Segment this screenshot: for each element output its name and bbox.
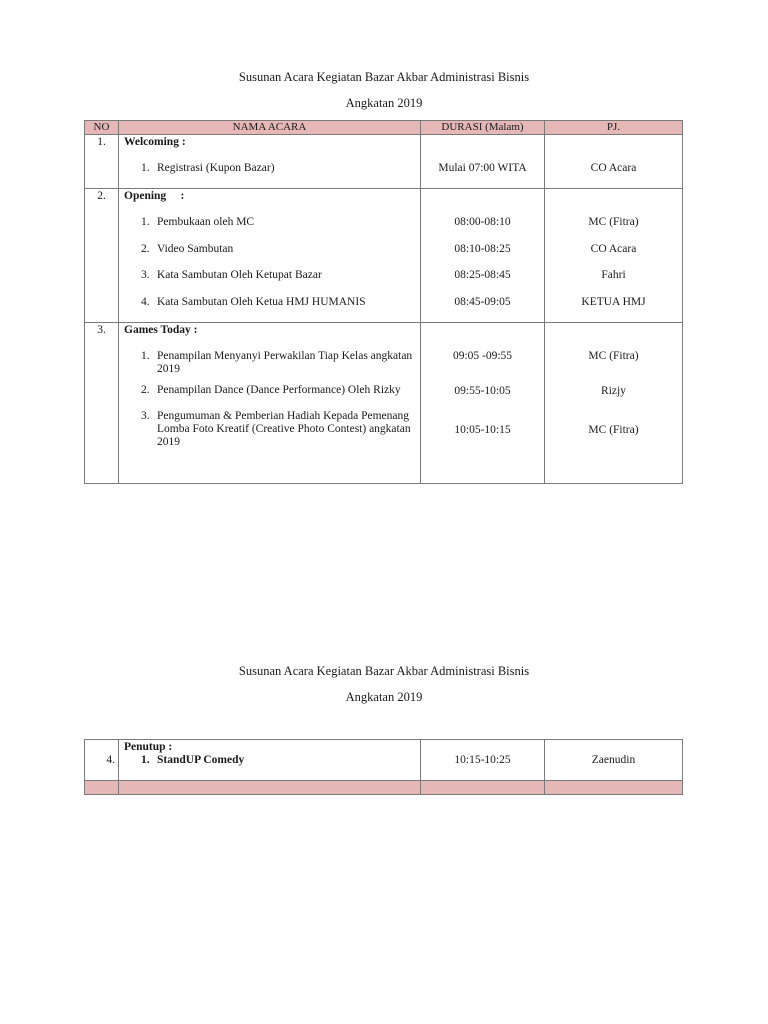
time-slot: 08:10-08:25: [454, 243, 511, 255]
header-no: NO: [85, 121, 119, 135]
list-item: 1. StandUP Comedy: [141, 754, 245, 766]
pic-name: CO Acara: [590, 243, 637, 255]
document-title-2: Susunan Acara Kegiatan Bazar Akbar Administrasi Bisnis: [238, 664, 530, 678]
table-row: [85, 189, 683, 323]
time-slot: Mulai 07:00 WITA: [438, 162, 527, 174]
document-subtitle-2: Angkatan 2019: [345, 690, 423, 704]
header-pj: PJ.: [545, 121, 683, 135]
pic-name: KETUA HMJ: [581, 296, 646, 308]
pic-name: Rizjy: [601, 385, 626, 397]
schedule-table-2: [84, 739, 683, 795]
row-number: 2.: [97, 190, 106, 202]
table-row: [85, 135, 683, 189]
list-item: 4. Kata Sambutan Oleh Ketua HMJ HUMANIS: [141, 296, 366, 308]
table-header-row: [85, 121, 683, 135]
table-row: [85, 740, 683, 781]
item-name: Registrasi (Kupon Bazar): [157, 162, 275, 174]
time-slot: 10:15-10:25: [421, 740, 545, 781]
section-title: Penutup :: [124, 741, 173, 753]
list-item: 2. Penampilan Dance (Dance Performance) Oleh Rizky: [141, 384, 401, 396]
section-title: Games Today :: [124, 324, 198, 336]
list-item: 1. Pembukaan oleh MC: [141, 216, 255, 228]
schedule-table: [84, 120, 683, 484]
list-item: 3. Kata Sambutan Oleh Ketupat Bazar: [141, 269, 322, 281]
item-number: 1.: [141, 162, 150, 174]
header-acara: NAMA ACARA: [119, 121, 421, 135]
time-slot: 09:05 -09:55: [452, 350, 513, 362]
pic-name: Fahri: [601, 269, 626, 281]
header-durasi: DURASI (Malam): [421, 121, 545, 135]
section-title: Opening :: [124, 190, 185, 202]
time-slot: 10:05-10:15: [454, 424, 511, 436]
document-title: Susunan Acara Kegiatan Bazar Akbar Administrasi Bisnis: [238, 70, 530, 84]
list-item: 1. Penampilan Menyanyi Perwakilan Tiap Kelas angkatan 2019: [141, 350, 413, 375]
list-item: 3. Pengumuman & Pemberian Hadiah Kepada Pemenang Lomba Foto Kreatif (Creative Photo Contest) angkatan 2019: [141, 410, 411, 448]
time-slot: 09:55-10:05: [454, 385, 511, 397]
time-slot: 08:00-08:10: [454, 216, 511, 228]
pic-name: MC (Fitra): [588, 216, 639, 228]
document-subtitle: Angkatan 2019: [345, 96, 423, 110]
row-number: 1.: [97, 136, 106, 148]
pic-name: CO Acara: [590, 162, 637, 174]
row-number: 3.: [97, 324, 106, 336]
time-slot: 08:25-08:45: [454, 269, 511, 281]
time-slot: 08:45-09:05: [454, 296, 511, 308]
pic-name: MC (Fitra): [588, 424, 639, 436]
table-row: [85, 323, 683, 484]
table-footer-row: [85, 781, 683, 795]
list-item: [119, 162, 420, 175]
row-number: 4.: [85, 740, 119, 781]
pic-name: Zaenudin: [545, 740, 683, 781]
section-title: Welcoming :: [124, 136, 186, 148]
pic-name: MC (Fitra): [588, 350, 639, 362]
list-item: 2. Video Sambutan: [141, 243, 234, 255]
